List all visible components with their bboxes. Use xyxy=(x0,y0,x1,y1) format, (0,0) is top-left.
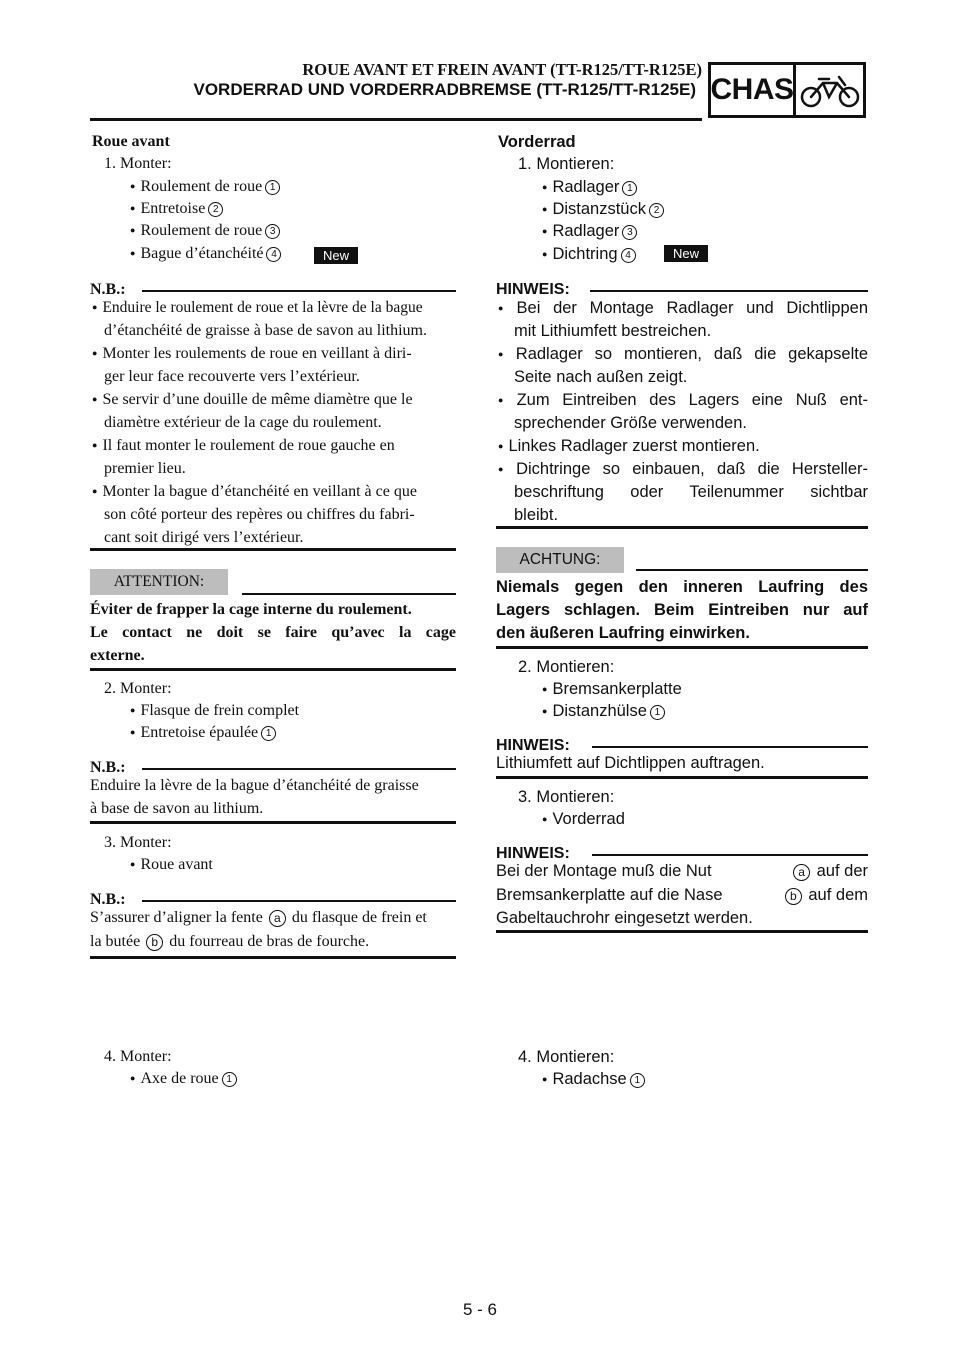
callout-2: 2 xyxy=(649,203,664,218)
de-achtung-line: Lagers schlagen. Beim Eintreiben nur auf xyxy=(496,601,868,619)
fr-step4-item: ● Axe de roue 1 xyxy=(130,1068,237,1091)
fr-note-line: cant soit dirigé vers l’extérieur. xyxy=(104,529,304,546)
fr-note3-line2: la butée b du fourreau de bras de fourche. xyxy=(90,933,370,950)
note-end-rule xyxy=(90,956,456,959)
callout-1: 1 xyxy=(222,1072,237,1087)
de-step1-item: ● Radlager 3 xyxy=(542,220,637,244)
fr-step1: 1. Monter: xyxy=(104,155,172,172)
fr-note-line: ● Se servir d’une douille de même diamètre que le xyxy=(92,389,413,412)
fr-step4: 4. Monter: xyxy=(104,1048,172,1065)
de-hinweis-label: HINWEIS: xyxy=(496,737,570,754)
de-hinweis-label: HINWEIS: xyxy=(496,281,570,298)
caution-rule xyxy=(636,569,868,571)
fr-nb-label: N.B.: xyxy=(90,281,126,298)
fr-nb-label: N.B.: xyxy=(90,759,126,776)
de-note3-line1: Bei der Montage muß die Nut a auf der xyxy=(496,862,868,880)
note-end-rule xyxy=(90,548,456,551)
note-end-rule xyxy=(496,776,868,779)
new-badge: New xyxy=(314,247,358,264)
new-badge: New xyxy=(664,245,708,262)
fr-step3: 3. Monter: xyxy=(104,834,172,851)
de-step3: 3. Montieren: xyxy=(518,788,615,806)
de-note-line: ● Dichtringe so einbauen, daß die Hersteller- xyxy=(498,458,868,482)
fr-note-line: son côté porteur des repères ou chiffres du fabri- xyxy=(104,506,415,523)
fr-note-line: ger leur face recouverte vers l’extérieur. xyxy=(104,368,360,385)
note-end-rule xyxy=(90,821,456,824)
fr-note-line: d’étanchéité de graisse à base de savon au lithium. xyxy=(104,322,427,339)
de-note-line: beschriftung oder Teilenummer sichtbar xyxy=(514,483,868,501)
callout-3: 3 xyxy=(265,224,280,239)
fr-attention-line: Éviter de frapper la cage interne du roulement. xyxy=(90,601,412,618)
fr-attention-line: Le contact ne doit se faire qu’avec la cage xyxy=(90,624,456,641)
callout-a: a xyxy=(793,864,810,881)
callout-b: b xyxy=(785,888,802,905)
de-step1: 1. Montieren: xyxy=(518,155,615,173)
de-note3-line2: Bremsankerplatte auf die Nase b auf dem xyxy=(496,886,868,904)
note-rule xyxy=(142,900,456,902)
de-step1-item: ● Dichtring 4 xyxy=(542,243,636,267)
de-note2-line: Lithiumfett auf Dichtlippen auftragen. xyxy=(496,754,765,772)
de-step1-item: ● Distanzstück 2 xyxy=(542,198,664,222)
de-step4: 4. Montieren: xyxy=(518,1048,615,1066)
fr-note-line: diamètre extérieur de la cage du roulement. xyxy=(104,414,382,431)
de-note-line: ● Bei der Montage Radlager und Dichtlippen xyxy=(498,297,868,321)
caution-end-rule xyxy=(90,668,456,671)
de-note3-line3: Gabeltauchrohr eingesetzt werden. xyxy=(496,909,753,927)
de-step1-item: ● Radlager 1 xyxy=(542,176,637,200)
fr-step1-item: ● Roulement de roue 1 xyxy=(130,176,280,199)
header-title-de: VORDERRAD UND VORDERRADBREMSE (TT-R125/TT-R125E) xyxy=(193,80,696,99)
fr-attention-label: ATTENTION: xyxy=(90,569,228,595)
de-note-line: ● Zum Eintreiben des Lagers eine Nuß ent- xyxy=(498,389,868,413)
callout-1: 1 xyxy=(630,1073,645,1088)
motorcycle-icon xyxy=(796,65,863,115)
de-note-line: sprechender Größe verwenden. xyxy=(514,414,747,432)
fr-note-line: premier lieu. xyxy=(104,460,186,477)
fr-heading: Roue avant xyxy=(92,133,170,150)
fr-note-line: ● Monter les roulements de roue en veillant à diri- xyxy=(92,343,412,366)
de-hinweis-label: HINWEIS: xyxy=(496,845,570,862)
caution-end-rule xyxy=(496,646,868,649)
de-step4-item: ● Radachse 1 xyxy=(542,1068,645,1092)
callout-4: 4 xyxy=(621,248,636,263)
de-heading: Vorderrad xyxy=(498,133,576,151)
note-rule xyxy=(592,854,868,856)
de-step2-item: ● Distanzhülse 1 xyxy=(542,700,665,724)
callout-3: 3 xyxy=(622,225,637,240)
callout-1: 1 xyxy=(261,726,276,741)
fr-note3-line1: S’assurer d’aligner la fente a du flasque de frein et xyxy=(90,909,427,926)
fr-note-line: ● Il faut monter le roulement de roue gauche en xyxy=(92,435,395,458)
de-achtung-label: ACHTUNG: xyxy=(496,547,624,573)
page-number: 5 - 6 xyxy=(462,1300,498,1319)
section-code: CHAS xyxy=(711,65,796,115)
fr-attention-line: externe. xyxy=(90,647,145,664)
de-achtung-line: Niemals gegen den inneren Laufring des xyxy=(496,578,868,596)
note-end-rule xyxy=(496,930,868,933)
fr-step1-item: ● Bague d’étanchéité 4 xyxy=(130,243,281,266)
fr-note2-line: Enduire la lèvre de la bague d’étanchéité de graisse xyxy=(90,777,419,794)
de-note-line: ● Linkes Radlager zuerst montieren. xyxy=(498,435,760,459)
callout-a: a xyxy=(269,910,286,927)
fr-nb-label: N.B.: xyxy=(90,891,126,908)
de-note-line: Seite nach außen zeigt. xyxy=(514,368,688,386)
de-achtung-line: den äußeren Laufring einwirken. xyxy=(496,624,750,642)
fr-step1-item: ● Entretoise 2 xyxy=(130,198,223,221)
note-end-rule xyxy=(496,526,868,529)
fr-note2-line: à base de savon au lithium. xyxy=(90,800,264,817)
fr-note-line: ● Enduire le roulement de roue et la lèvre de la bague xyxy=(92,297,423,320)
de-step2-item: ● Bremsankerplatte xyxy=(542,678,682,702)
fr-step2: 2. Monter: xyxy=(104,680,172,697)
fr-step3-item: ● Roue avant xyxy=(130,854,213,877)
callout-1: 1 xyxy=(622,181,637,196)
note-rule xyxy=(142,768,456,770)
header-title-fr: ROUE AVANT ET FREIN AVANT (TT-R125/TT-R125E) xyxy=(302,60,702,79)
note-rule xyxy=(592,746,868,748)
de-step3-item: ● Vorderrad xyxy=(542,808,625,832)
callout-4: 4 xyxy=(266,247,281,262)
callout-b: b xyxy=(146,934,163,951)
de-note-line: ● Radlager so montieren, daß die gekapselte xyxy=(498,343,868,367)
de-note-line: bleibt. xyxy=(514,506,559,524)
de-step2: 2. Montieren: xyxy=(518,658,615,676)
fr-step2-item: ● Flasque de frein complet xyxy=(130,700,299,723)
callout-1: 1 xyxy=(650,705,665,720)
fr-step2-item: ● Entretoise épaulée 1 xyxy=(130,722,276,745)
callout-2: 2 xyxy=(208,202,223,217)
note-rule xyxy=(142,290,456,292)
note-rule xyxy=(590,290,868,292)
de-note-line: mit Lithiumfett bestreichen. xyxy=(514,322,712,340)
fr-note-line: ● Monter la bague d’étanchéité en veillant à ce que xyxy=(92,481,417,504)
header-rule xyxy=(90,118,702,121)
caution-rule xyxy=(242,593,456,595)
section-badge xyxy=(708,62,866,118)
callout-1: 1 xyxy=(265,180,280,195)
fr-step1-item: ● Roulement de roue 3 xyxy=(130,220,280,243)
